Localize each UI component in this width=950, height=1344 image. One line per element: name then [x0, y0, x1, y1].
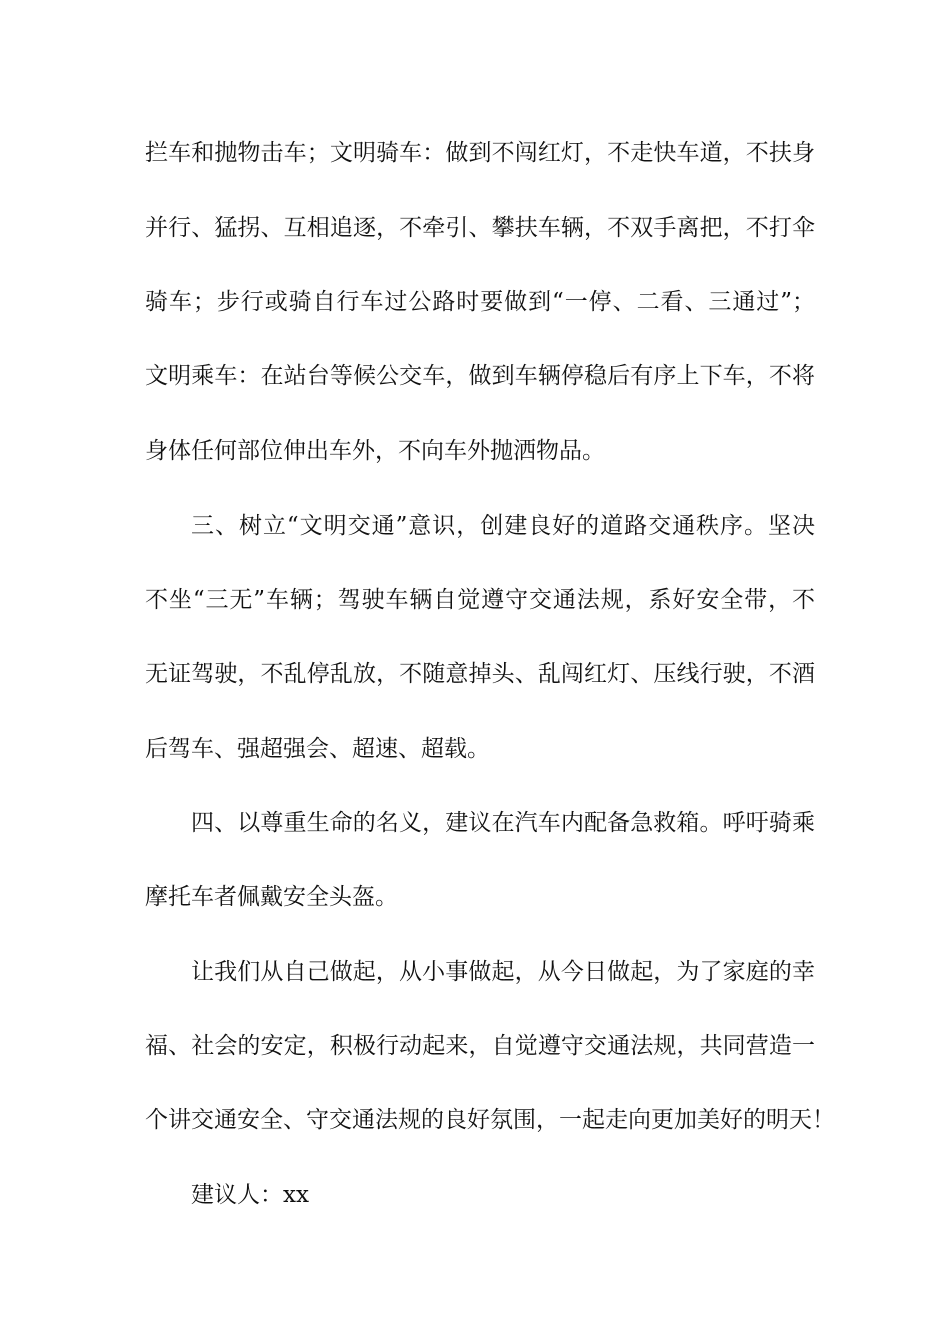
text-line: 个讲交通安全、守交通法规的良好氛围，一起走向更加美好的明天！ [145, 1107, 835, 1133]
text-line: 后驾车、强超强会、超速、超载。 [145, 736, 490, 762]
text-line: 文明乘车：在站台等候公交车，做到车辆停稳后有序上下车，不将 [145, 363, 815, 389]
text-line: 身体任何部位伸出车外，不向车外抛洒物品。 [145, 438, 605, 464]
text-line: 福、社会的安定，积极行动起来，自觉遵守交通法规，共同营造一 [145, 1033, 815, 1059]
text-line: 骑车；步行或骑自行车过公路时要做到“一停、二看、三通过”； [145, 289, 815, 315]
paragraph-four-first-line: 四、以尊重生命的名义，建议在汽车内配备急救箱。呼吁骑乘 [191, 810, 815, 836]
paragraph-three-first-line: 三、树立“文明交通”意识，创建良好的道路交通秩序。坚决 [191, 513, 815, 539]
text-line: 拦车和抛物击车；文明骑车：做到不闯红灯，不走快车道，不扶身 [145, 140, 815, 166]
proposer-signature-line: 建议人：xx [191, 1182, 309, 1208]
text-line: 无证驾驶，不乱停乱放，不随意掉头、乱闯红灯、压线行驶，不酒 [145, 661, 815, 687]
text-line: 摩托车者佩戴安全头盔。 [145, 884, 398, 910]
text-line: 不坐“三无”车辆；驾驶车辆自觉遵守交通法规，系好安全带，不 [145, 587, 815, 613]
closing-paragraph-first-line: 让我们从自己做起，从小事做起，从今日做起，为了家庭的幸 [191, 959, 815, 985]
text-line: 并行、猛拐、互相追逐，不牵引、攀扶车辆，不双手离把，不打伞 [145, 215, 815, 241]
